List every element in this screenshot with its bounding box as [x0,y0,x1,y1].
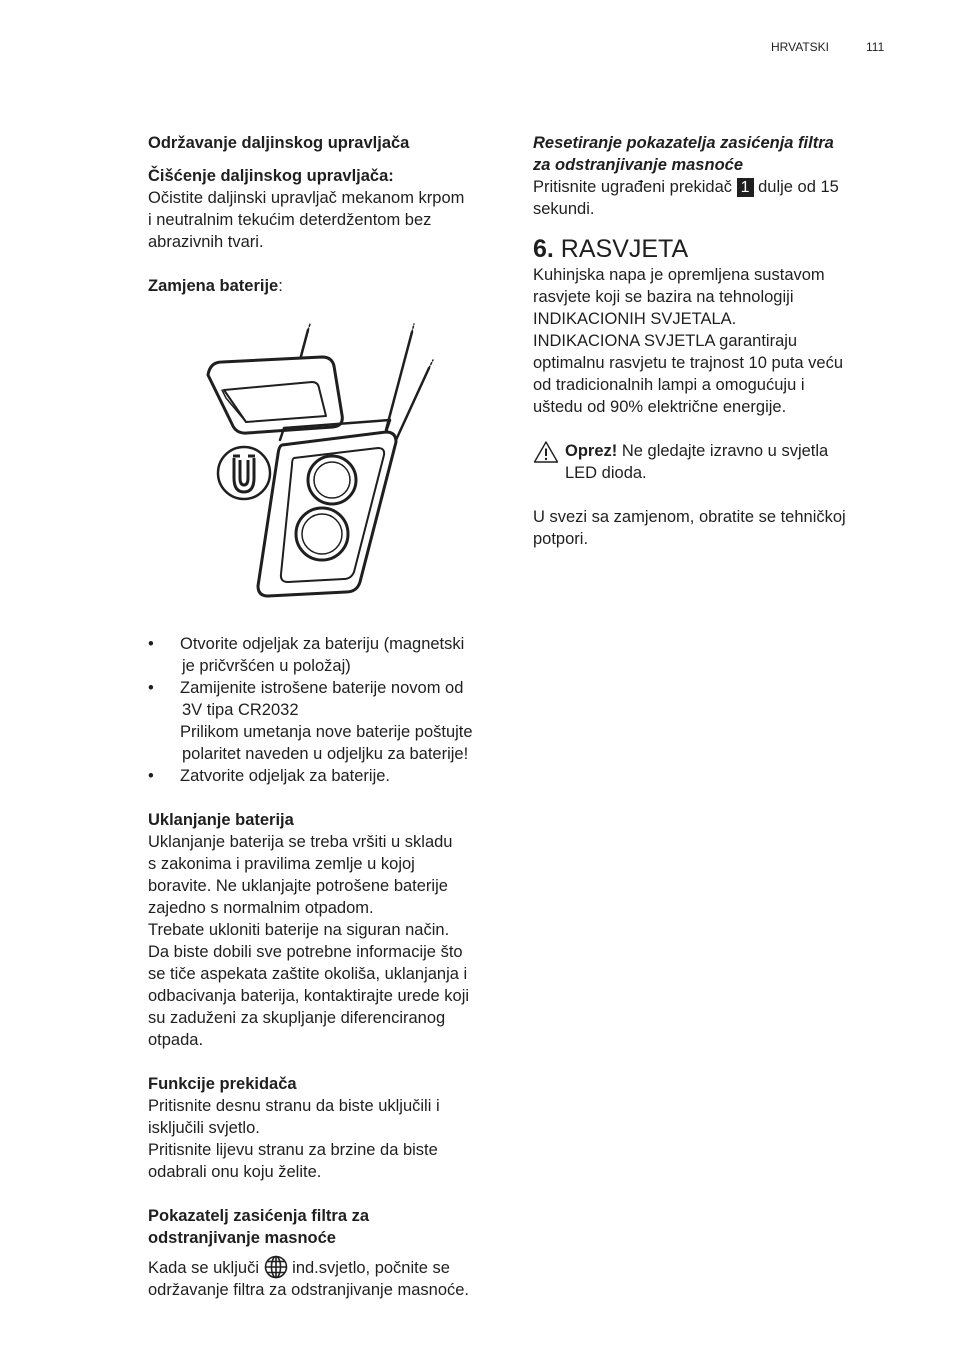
text-fragment: Pritisnite ugrađeni prekidač [533,178,737,196]
bullet: • [148,679,154,697]
text-line: Zatvorite odjeljak za baterije. [180,767,391,785]
switch-number-badge: 1 [737,178,754,197]
caution-label: Oprez! [565,442,618,460]
switch-text [148,1095,518,1183]
text-line: Pritisnite desnu stranu da biste uključili i [148,1097,440,1115]
switch-heading: Funkcije prekidača [148,1075,297,1093]
page-number: 111 [866,40,885,54]
section-title: Održavanje daljinskog upravljača [148,134,410,152]
right-column [533,132,893,550]
left-column-top [148,132,518,297]
text-line: za odstranjivanje masnoće [533,156,743,174]
text-line: U svezi sa zamjenom, obratite se tehničkoj [533,508,846,526]
text-line: abrazivnih tvari. [148,233,264,251]
text-line: Da biste dobili sve potrebne informacije što [148,943,463,961]
text-line: odbacivanja baterija, kontaktirajte urede koji [148,987,470,1005]
colon: : [278,277,283,295]
text-line: su zaduženi za skupljanje diferenciranog [148,1009,446,1027]
lighting-text [533,264,893,418]
text-line: Pritisnite lijevu stranu za brzine da biste [148,1141,438,1159]
text-line: rasvjete koji se bazira na tehnologiji [533,288,794,306]
indicator-text [148,1255,518,1301]
text-line: potpori. [533,530,589,548]
text-line: boravite. Ne uklanjajte potrošene baterije [148,877,448,895]
text-fragment: dulje od 15 [753,178,839,196]
text-line: Otvorite odjeljak za bateriju (magnetski [180,635,465,653]
text-line: Uklanjanje baterija se treba vršiti u skladu [148,833,453,851]
text-line: Resetiranje pokazatelja zasićenja filtra [533,134,834,152]
text-line: INDIKACIONA SVJETLA garantiraju [533,332,798,350]
text-fragment: Kada se uključi [148,1259,264,1277]
text-line: i neutralnim tekućim deterdžentom bez [148,211,432,229]
text-line: isključili svjetlo. [148,1119,260,1137]
text-line: polaritet naveden u odjeljku za baterije! [182,745,469,763]
bullet: • [148,635,154,653]
text-line: sekundi. [533,200,595,218]
warning-triangle-icon [533,440,559,464]
list-item [148,633,518,677]
section-number: 6. [533,235,554,263]
text-line: se tiče aspekata zaštite okoliša, uklanjanja i [148,965,468,983]
text-line: otpada. [148,1031,204,1049]
bullet: • [148,767,154,785]
replacement-text [533,506,893,550]
section-title: RASVJETA [553,235,689,263]
text-line: LED dioda. [565,464,647,482]
list-item [148,765,518,787]
text-line: održavanje filtra za odstranjivanje masnoće. [148,1281,470,1299]
text-line: INDIKACIONIH SVJETALA. [533,310,737,328]
text-line: 3V tipa CR2032 [182,701,299,719]
battery-replace-heading [148,275,518,297]
text-fragment: ind.svjetlo, počnite se [287,1259,450,1277]
text-line: s zakonima i pravilima zemlje u kojoj [148,855,415,873]
section-6-heading [533,234,893,264]
left-column-bottom [148,633,518,1301]
battery-replace-title: Zamjena baterije [148,277,279,295]
magnet-icon [218,447,270,499]
text-line: odstranjivanje masnoće [148,1229,336,1247]
text-line: Kuhinjska napa je opremljena sustavom [533,266,825,284]
caution-note [533,440,893,484]
text-line: Prilikom umetanja nove baterije poštujte [180,723,473,741]
battery-steps-list [148,633,518,787]
removal-heading: Uklanjanje baterija [148,811,294,829]
text-line: Pokazatelj zasićenja filtra za [148,1207,370,1225]
reset-heading [533,132,893,176]
text-line: odabrali onu koju želite. [148,1163,322,1181]
text-line: Trebate ukloniti baterije na siguran način. [148,921,450,939]
remote-battery-compartment-illustration [200,320,450,600]
text-line: Zamijenite istrošene baterije novom od [180,679,464,697]
removal-text [148,831,518,1051]
text-line: Očistite daljinski upravljač mekanom krpom [148,189,465,207]
text-line: optimalnu rasvjetu te trajnost 10 puta veću [533,354,844,372]
cleaning-heading: Čišćenje daljinskog upravljača: [148,167,394,185]
grease-filter-icon [264,1255,288,1279]
caution-text: Ne gledajte izravno u svjetla [617,442,829,460]
cleaning-text [148,187,518,253]
text-line: uštedu od 90% električne energije. [533,398,787,416]
list-item [148,677,518,765]
indicator-heading [148,1205,518,1249]
reset-text [533,176,893,220]
page-header-language: HRVATSKI [771,40,830,54]
text-line: je pričvršćen u položaj) [182,657,351,675]
text-line: od tradicionalnih lampi a omogućuju i [533,376,805,394]
text-line: zajedno s normalnim otpadom. [148,899,374,917]
